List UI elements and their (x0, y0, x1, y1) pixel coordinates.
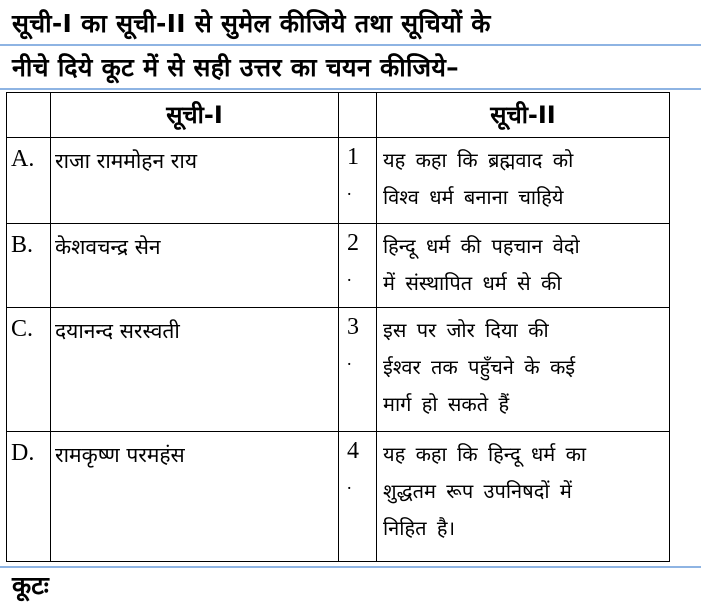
match-table (6, 92, 670, 562)
description-line: हिन्दू धर्म की पहचान वेदो (383, 234, 580, 258)
description-line: मार्ग हो सकते हैं (383, 392, 510, 416)
row-number-dot: . (347, 473, 352, 493)
question-line-1: सूची-I का सूची-II से सुमेल कीजिये तथा सूचियों के (12, 9, 491, 38)
description-line: ईश्वर तक पहुँचने के कई (383, 355, 576, 379)
table-row (7, 308, 670, 432)
row-name: दयानन्द सरस्वती (51, 308, 339, 432)
description-line: शुद्धतम रूप उपनिषदों में (383, 479, 572, 503)
description-line: निहित है। (383, 516, 456, 540)
header-blank-cell (7, 93, 51, 138)
row-letter: D. (7, 432, 51, 562)
row-number-dot: . (347, 349, 352, 369)
table-row (7, 224, 670, 308)
description-line: इस पर जोर दिया की (383, 318, 549, 342)
description-line: यह कहा कि ब्रह्मवाद को (383, 148, 574, 172)
table-row (7, 138, 670, 224)
row-number (339, 432, 377, 562)
row-number (339, 224, 377, 308)
question-text (12, 2, 692, 90)
row-number-digit: 2 (347, 230, 359, 256)
row-number-digit: 3 (347, 314, 359, 340)
row-letter: B. (7, 224, 51, 308)
header-list-1: सूची-I (51, 93, 339, 138)
row-name: रामकृष्ण परमहंस (51, 432, 339, 562)
row-name: केशवचन्द्र सेन (51, 224, 339, 308)
table-header-row (7, 93, 670, 138)
row-number (339, 138, 377, 224)
header-list-2: सूची-II (377, 93, 670, 138)
row-description (377, 138, 670, 224)
row-description (377, 308, 670, 432)
row-number-digit: 1 (347, 144, 359, 170)
row-number-digit: 4 (347, 438, 359, 464)
row-number-dot: . (347, 265, 352, 285)
row-description (377, 224, 670, 308)
row-description (377, 432, 670, 562)
row-number-dot: . (347, 179, 352, 199)
row-letter: C. (7, 308, 51, 432)
table-row (7, 432, 670, 562)
answer-key-label: कूटः (12, 571, 49, 600)
divider-rule (0, 88, 701, 90)
description-line: में संस्थापित धर्म से की (383, 271, 562, 295)
divider-rule (0, 44, 701, 46)
row-number (339, 308, 377, 432)
divider-rule (0, 566, 701, 568)
description-line: विश्व धर्म बनाना चाहिये (383, 185, 564, 209)
description-line: यह कहा कि हिन्दू धर्म का (383, 442, 587, 466)
row-letter: A. (7, 138, 51, 224)
row-name: राजा राममोहन राय (51, 138, 339, 224)
header-blank-cell (339, 93, 377, 138)
question-line-2: नीचे दिये कूट में से सही उत्तर का चयन कीजिये– (12, 53, 459, 82)
